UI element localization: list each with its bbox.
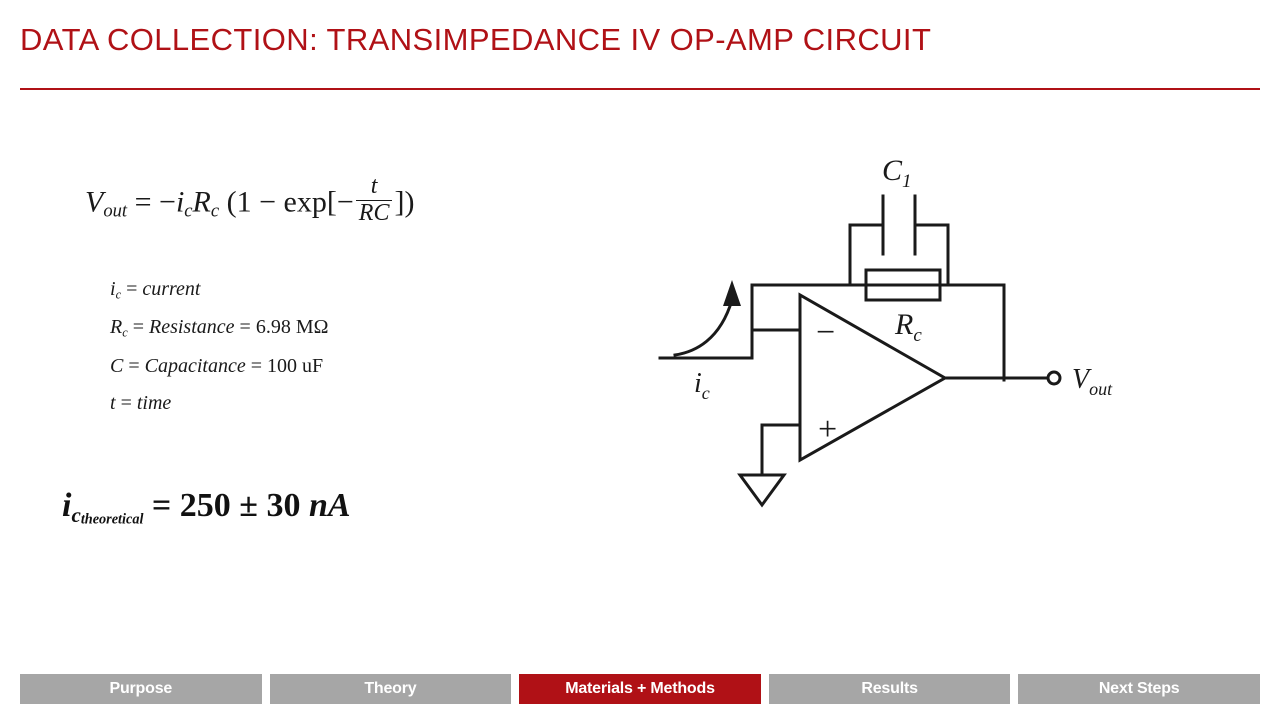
capacitor-label: $C_1$ — [882, 154, 912, 192]
variable-symbol: R — [110, 316, 123, 339]
main-equation-resistance-sub: c — [210, 200, 220, 222]
variable-item: $i_c$ = current — [110, 278, 201, 302]
variable-subscript: c — [122, 325, 128, 340]
variable-definition: current — [142, 278, 201, 300]
main-equation-fraction — [356, 174, 393, 227]
variable-symbol: t — [110, 391, 116, 414]
result-unit: nA — [308, 487, 351, 524]
main-equation-current: i — [175, 185, 185, 219]
result-value: 250 ± 30 — [179, 487, 301, 524]
page-title: DATA COLLECTION: TRANSIMPEDANCE IV OP-AMP CIRCUIT — [20, 22, 932, 57]
nav-item-materials-methods[interactable]: Materials + Methods — [519, 674, 761, 704]
current-arrow-curve — [675, 300, 732, 355]
current-label: $i_c$ — [694, 368, 710, 403]
variable-definitions — [110, 278, 328, 415]
op-amp-circuit-svg — [640, 130, 1180, 520]
variable-item: C = Capacitance = 100 uF — [110, 354, 324, 377]
main-equation-lhs: V — [85, 185, 104, 219]
variable-definition: time — [136, 391, 172, 414]
result-sub-theoretical: theoretical — [80, 511, 144, 528]
title-divider — [20, 88, 1260, 90]
result-symbol: i — [62, 487, 72, 524]
resistor-label: $R_c$ — [895, 308, 922, 346]
main-equation-open: (1 − exp[− — [226, 185, 354, 219]
variable-subscript: c — [115, 287, 122, 302]
variable-definition: Resistance — [149, 316, 235, 339]
fraction-numerator: t — [370, 172, 378, 199]
main-equation-close: ]) — [394, 185, 415, 219]
result-equals: = — [151, 487, 172, 524]
main-equation-current-sub: c — [184, 200, 193, 222]
footer-navigation — [20, 674, 1260, 704]
result-sub-c: c — [71, 502, 81, 527]
variable-definition: Capacitance — [144, 354, 246, 377]
variable-value: 6.98 MΩ — [255, 316, 329, 339]
nav-item-theory[interactable]: Theory — [270, 674, 512, 704]
main-equation-lhs-sub: out — [103, 200, 128, 222]
variable-symbol: C — [110, 354, 124, 377]
nav-item-results[interactable]: Results — [769, 674, 1011, 704]
fraction-denominator: RC — [356, 200, 393, 227]
current-arrow-head — [723, 280, 741, 306]
main-equation-minus: − — [159, 185, 176, 219]
output-terminal — [1048, 372, 1060, 384]
main-equation — [85, 172, 415, 231]
main-equation-resistance: R — [192, 185, 211, 219]
result-equation — [62, 487, 351, 528]
variable-item: t = time — [110, 391, 172, 414]
variable-value: 100 uF — [267, 354, 324, 377]
main-equation-equals: = — [134, 185, 152, 219]
nav-item-purpose[interactable]: Purpose — [20, 674, 262, 704]
variable-item: $R_c$ = Resistance = 6.98 MΩ — [110, 316, 329, 340]
inverting-sign-label: − — [816, 314, 836, 351]
circuit-diagram — [640, 130, 1180, 520]
variable-symbol: i — [110, 278, 116, 300]
ground-symbol — [740, 475, 784, 505]
noninverting-sign-label: + — [818, 411, 838, 448]
nav-item-next-steps[interactable]: Next Steps — [1018, 674, 1260, 704]
output-label: $V_{out}$ — [1072, 364, 1113, 399]
